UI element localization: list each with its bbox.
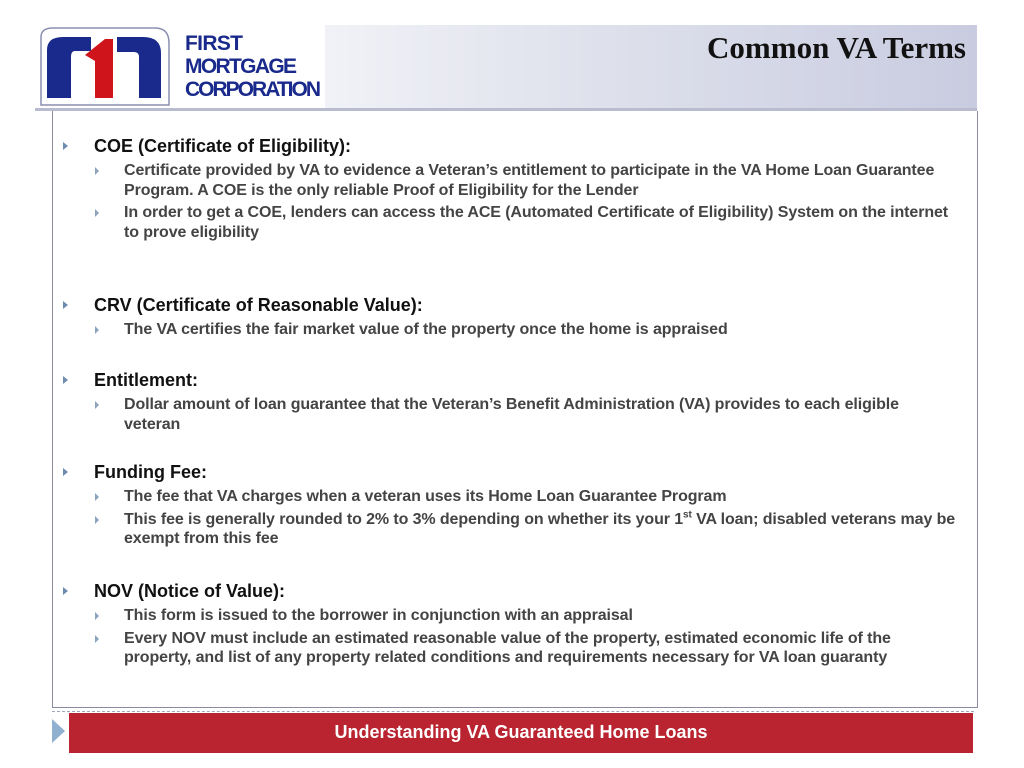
bullet-arrow-icon (63, 142, 68, 150)
item-text: Every NOV must include an estimated reasonable value of the property, estimated economic life of the property, and list of any property related conditions and requirements necessary for VA loan guaranty (124, 629, 891, 666)
section-crv (53, 293, 973, 340)
ordinal-suffix: st (683, 509, 692, 521)
list-item (53, 606, 973, 626)
bullet-arrow-icon (95, 612, 99, 620)
section-nov (53, 579, 973, 668)
bullet-arrow-icon (63, 301, 68, 309)
content-box (52, 111, 978, 708)
bullet-arrow-icon (95, 326, 99, 334)
bullet-arrow-icon (63, 468, 68, 476)
bullet-arrow-icon (63, 587, 68, 595)
list-item (53, 203, 973, 242)
item-text: In order to get a COE, lenders can access the ACE (Automated Certificate of Eligibility) System on the internet to prove eligibility (124, 204, 949, 241)
page-title: Common VA Terms (707, 30, 966, 65)
list-item (53, 320, 973, 340)
item-text: Dollar amount of loan guarantee that the Veteran’s Benefit Administration (VA) provides to each eligible veteran (124, 396, 899, 433)
list-item (53, 395, 973, 434)
bullet-arrow-icon (95, 516, 99, 524)
list-item (53, 487, 973, 507)
logo-mark-icon (35, 25, 325, 108)
bullet-arrow-icon (95, 493, 99, 501)
heading-text: COE (Certificate of Eligibility): (94, 136, 352, 156)
section-heading (53, 460, 973, 484)
item-text: The fee that VA charges when a veteran uses its Home Loan Guarantee Program (124, 488, 727, 505)
svg-text:FIRST: FIRST (185, 32, 243, 55)
item-text: Certificate provided by VA to evidence a Veteran’s entitlement to participate in the VA Home Loan Guarantee Program. A COE is the only reliable Proof of Eligibility for the Lender (124, 162, 935, 199)
heading-text: NOV (Notice of Value): (94, 581, 286, 601)
item-text: The VA certifies the fair market value of the property once the home is appraised (124, 321, 728, 338)
heading-text: Funding Fee: (94, 462, 207, 482)
bullet-arrow-icon (95, 401, 99, 409)
footer-banner: Understanding VA Guaranteed Home Loans (69, 713, 973, 753)
list-item (53, 510, 973, 549)
section-funding-fee (53, 460, 973, 549)
section-heading (53, 293, 973, 317)
section-coe (53, 134, 973, 242)
svg-text:CORPORATION: CORPORATION (185, 78, 321, 101)
list-item (53, 629, 973, 668)
svg-text:MORTGAGE: MORTGAGE (185, 55, 297, 78)
footer-arrow-icon (52, 719, 65, 743)
bullet-arrow-icon (95, 209, 99, 217)
bullet-arrow-icon (63, 376, 68, 384)
footer-divider (52, 711, 974, 712)
section-heading (53, 368, 973, 392)
list-item (53, 161, 973, 200)
bullet-arrow-icon (95, 167, 99, 175)
company-logo (35, 25, 325, 108)
section-heading (53, 134, 973, 158)
bullet-arrow-icon (95, 635, 99, 643)
heading-text: CRV (Certificate of Reasonable Value): (94, 295, 423, 315)
item-text: VA loan; disabled veterans may be exempt from this fee (124, 510, 956, 547)
section-entitlement (53, 368, 973, 434)
heading-text: Entitlement: (94, 370, 199, 390)
section-heading (53, 579, 973, 603)
item-text: This fee is generally rounded to 2% to 3% depending on whether its your 1 (124, 510, 684, 528)
item-text: This form is issued to the borrower in conjunction with an appraisal (124, 607, 633, 624)
